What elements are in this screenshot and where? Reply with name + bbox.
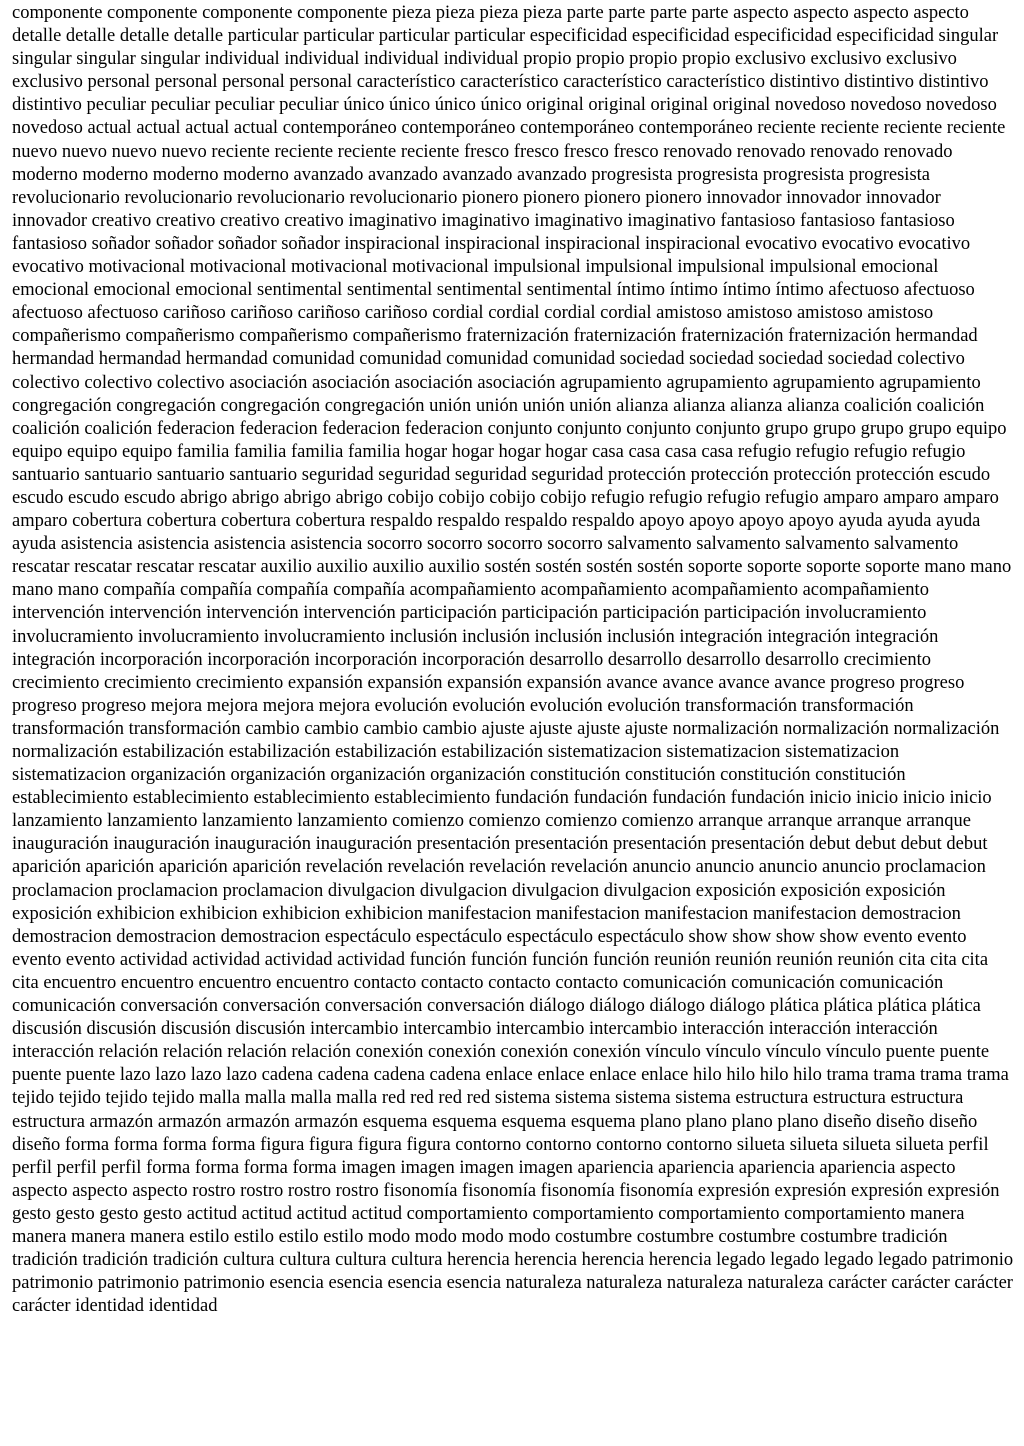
body-text: componente componente componente componente pieza pieza pieza pieza parte parte parte parte aspecto aspecto aspecto aspecto detalle detalle detalle detalle particular particular particular particular especificidad especificidad especificidad especificidad singular singular singular singular individual individual individual individual propio propio propio propio exclusivo exclusivo exclusivo exclusivo personal personal personal personal característico característico característico característico distintivo distintivo distintivo distintivo peculiar peculiar peculiar peculiar único único único único original original original original novedoso novedoso novedoso novedoso actual actual actual actual contemporáneo contemporáneo contemporáneo contemporáneo reciente reciente reciente reciente nuevo nuevo nuevo nuevo reciente reciente reciente reciente fresco fresco fresco fresco renovado renovado renovado renovado moderno moderno moderno moderno avanzado avanzado avanzado avanzado progresista progresista progresista progresista revolucionario revolucionario revolucionario revolucionario pionero pionero pionero pionero innovador innovador innovador innovador creativo creativo creativo creativo imaginativo imaginativo imaginativo imaginativo fantasioso fantasioso fantasioso fantasioso soñador soñador soñador soñador inspiracional inspiracional inspiracional inspiracional evocativo evocativo evocativo evocativo motivacional motivacional motivacional motivacional impulsional impulsional impulsional impulsional emocional emocional emocional emocional sentimental sentimental sentimental sentimental íntimo íntimo íntimo íntimo afectuoso afectuoso afectuoso afectuoso cariñoso cariñoso cariñoso cariñoso cordial cordial cordial cordial amistoso amistoso amistoso amistoso compañerismo compañerismo compañerismo compañerismo fraternización fraternización fraternización fraternización hermandad hermandad hermandad hermandad comunidad comunidad comunidad comunidad sociedad sociedad sociedad sociedad colectivo colectivo colectivo colectivo asociación asociación asociación asociación agrupamiento agrupamiento agrupamiento agrupamiento congregación congregación congregación congregación unión unión unión unión alianza alianza alianza alianza coalición coalición coalición coalición federacion federacion federacion federacion conjunto conjunto conjunto conjunto grupo grupo grupo grupo equipo equipo equipo equipo familia familia familia familia hogar hogar hogar hogar casa casa casa casa refugio refugio refugio refugio santuario santuario santuario santuario seguridad seguridad seguridad seguridad protección protección protección protección escudo escudo escudo escudo abrigo abrigo abrigo abrigo cobijo cobijo cobijo cobijo refugio refugio refugio refugio amparo amparo amparo amparo cobertura cobertura cobertura cobertura respaldo respaldo respaldo respaldo apoyo apoyo apoyo apoyo ayuda ayuda ayuda ayuda asistencia asistencia asistencia asistencia socorro socorro socorro socorro salvamento salvamento salvamento salvamento rescatar rescatar rescatar rescatar auxilio auxilio auxilio auxilio sostén sostén sostén sostén soporte soporte soporte soporte mano mano mano mano compañía compañía compañía compañía acompañamiento acompañamiento acompañamiento acompañamiento intervención intervención intervención intervención participación participación participación participación involucramiento involucramiento involucramiento involucramiento inclusión inclusión inclusión inclusión integración integración integración integración incorporación incorporación incorporación incorporación desarrollo desarrollo desarrollo desarrollo crecimiento crecimiento crecimiento crecimiento expansión expansión expansión expansión avance avance avance avance progreso progreso progreso progreso mejora mejora mejora mejora evolución evolución evolución evolución transformación transformación transformación transformación cambio cambio cambio cambio ajuste ajuste ajuste ajuste normalización normalización normalización normalización estabilización estabilización estabilización estabilización sistematizacion sistematizacion sistematizacion sistematizacion organización organización organización organización constitución constitución constitución constitución establecimiento establecimiento establecimiento establecimiento fundación fundación fundación fundación inicio inicio inicio inicio lanzamiento lanzamiento lanzamiento lanzamiento comienzo comienzo comienzo comienzo arranque arranque arranque arranque inauguración inauguración inauguración inauguración presentación presentación presentación presentación debut debut debut debut aparición aparición aparición aparición revelación revelación revelación revelación anuncio anuncio anuncio anuncio proclamacion proclamacion proclamacion proclamacion divulgacion divulgacion divulgacion divulgacion exposición exposición exposición exposición exhibicion exhibicion exhibicion exhibicion manifestacion manifestacion manifestacion manifestacion demostracion demostracion demostracion demostracion espectáculo espectáculo espectáculo espectáculo show show show show evento evento evento evento actividad actividad actividad actividad función función función función reunión reunión reunión reunión cita cita cita cita encuentro encuentro encuentro encuentro contacto contacto contacto contacto comunicación comunicación comunicación comunicación conversación conversación conversación conversación diálogo diálogo diálogo diálogo plática plática plática plática discusión discusión discusión discusión intercambio intercambio intercambio intercambio interacción interacción interacción interacción relación relación relación relación conexión conexión conexión conexión vínculo vínculo vínculo vínculo puente puente puente puente lazo lazo lazo lazo cadena cadena cadena cadena enlace enlace enlace enlace hilo hilo hilo hilo trama trama trama trama tejido tejido tejido tejido malla malla malla malla red red red red sistema sistema sistema sistema estructura estructura estructura estructura armazón armazón armazón armazón esquema esquema esquema esquema plano plano plano plano diseño diseño diseño diseño forma forma forma forma figura figura figura figura contorno contorno contorno contorno silueta silueta silueta silueta perfil perfil perfil perfil forma forma forma forma imagen imagen imagen imagen apariencia apariencia apariencia apariencia aspecto aspecto aspecto aspecto rostro rostro rostro rostro fisonomía fisonomía fisonomía fisonomía expresión expresión expresión expresión gesto gesto gesto gesto actitud actitud actitud actitud comportamiento comportamiento comportamiento comportamiento manera manera manera manera estilo estilo estilo estilo modo modo modo modo costumbre costumbre costumbre costumbre tradición tradición tradición tradición cultura cultura cultura cultura herencia herencia herencia herencia legado legado legado legado patrimonio patrimonio patrimonio patrimonio esencia esencia esencia esencia naturaleza naturaleza naturaleza naturaleza carácter carácter carácter carácter identidad identidad [12,3,1014,1317]
